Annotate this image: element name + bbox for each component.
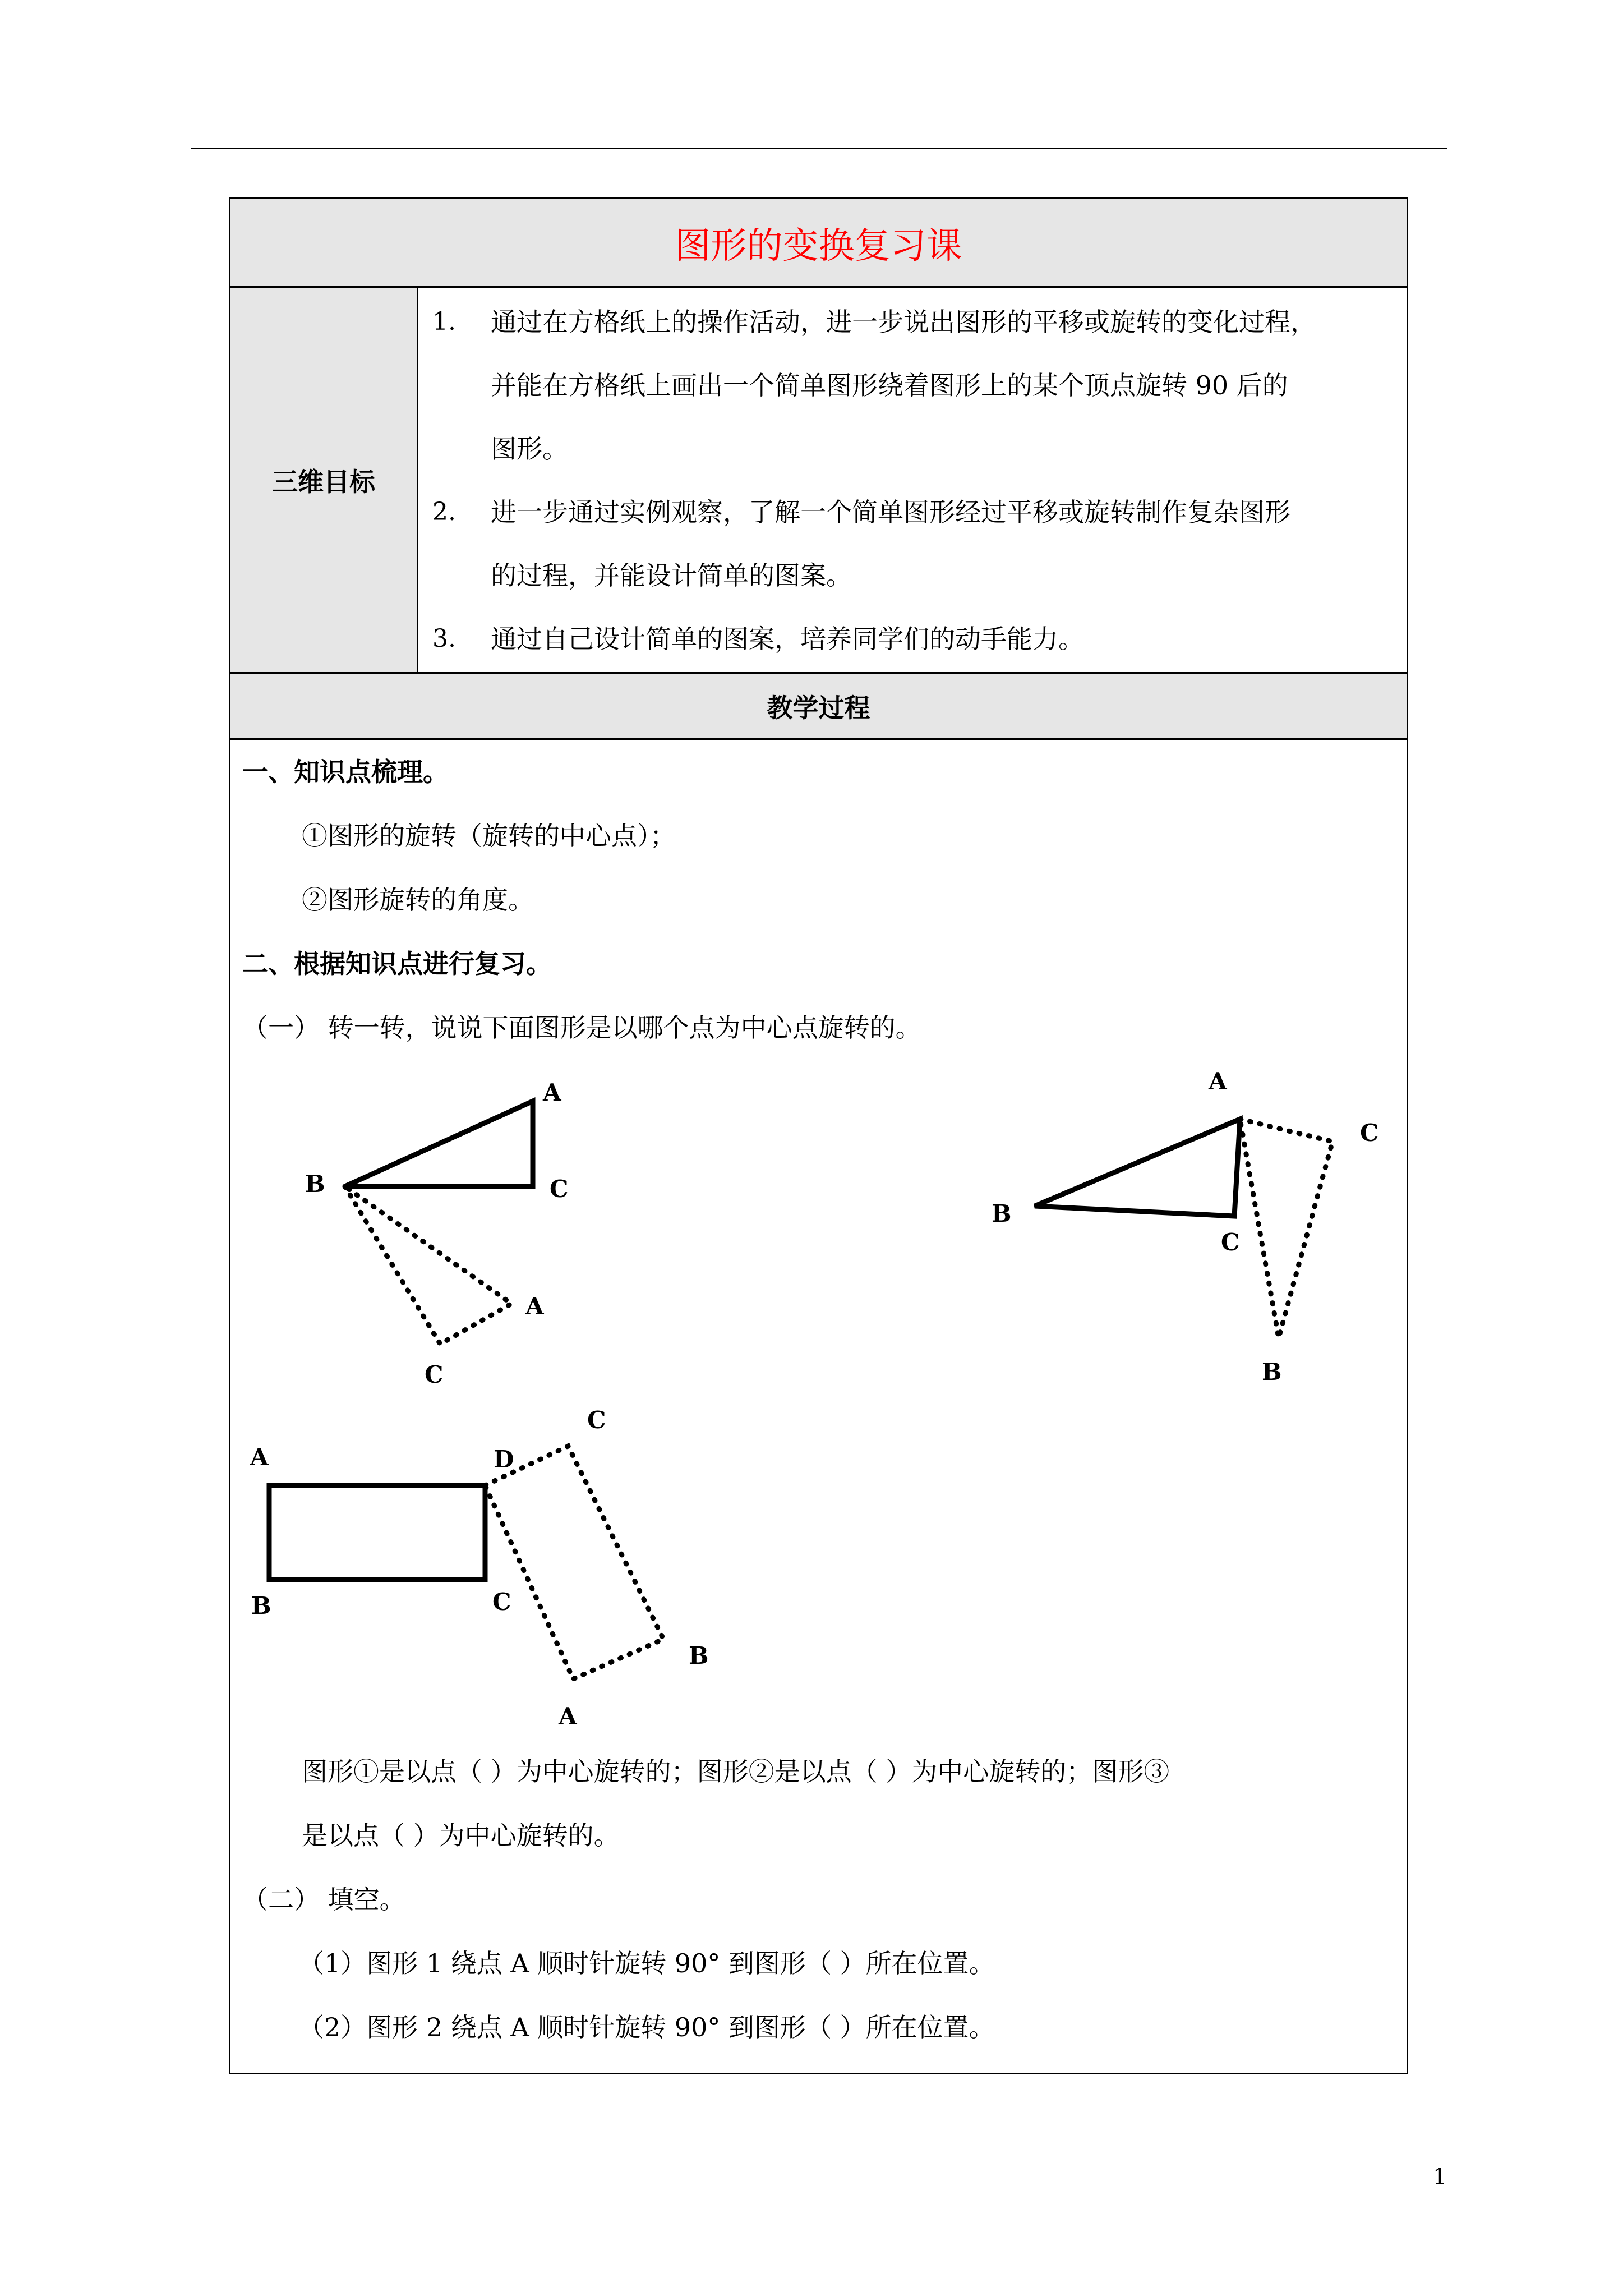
goal-line: 并能在方格纸上画出一个简单图形绕着图形上的某个顶点旋转 90 后的 xyxy=(491,370,1288,401)
fig3-label-A-rotated: A xyxy=(559,1703,577,1730)
section1-heading: 一、知识点梳理。 xyxy=(242,757,449,787)
figure-3 xyxy=(250,1406,709,1730)
fig1-label-A-rotated: A xyxy=(525,1292,544,1320)
goals-label: 三维目标 xyxy=(230,288,418,672)
figure-2 xyxy=(992,1068,1378,1386)
fill-blank-line: 是以点（ ）为中心旋转的。 xyxy=(302,1820,620,1851)
part2-instruction: （二） 填空。 xyxy=(242,1884,405,1915)
goal-line: 通过在方格纸上的操作活动，进一步说出图形的平移或旋转的变化过程， xyxy=(491,307,1316,337)
section2-heading: 二、根据知识点进行复习。 xyxy=(242,949,552,979)
goal-number: 3. xyxy=(432,624,456,653)
fig1-label-A: A xyxy=(543,1079,561,1106)
process-header: 教学过程 xyxy=(230,674,1407,740)
fig3-label-C-rotated: C xyxy=(587,1406,606,1434)
fig2-label-B: B xyxy=(992,1200,1012,1227)
fill-blank-line: 图形①是以点（ ）为中心旋转的；图形②是以点（ ）为中心旋转的；图形③ xyxy=(302,1756,1170,1787)
fig3-label-D: D xyxy=(494,1446,514,1473)
fig2-original-triangle xyxy=(1035,1119,1240,1216)
part1-instruction: （一） 转一转，说说下面图形是以哪个点为中心点旋转的。 xyxy=(242,1013,921,1043)
fig2-label-A: A xyxy=(1209,1068,1227,1095)
goal-number: 2. xyxy=(432,498,456,526)
fig3-rotated-rectangle xyxy=(485,1446,663,1679)
fig2-label-C: C xyxy=(1221,1228,1240,1256)
fig3-label-C: C xyxy=(492,1588,511,1616)
section1-item: ①图形的旋转（旋转的中心点）； xyxy=(302,821,676,851)
fig3-original-rectangle xyxy=(269,1485,485,1580)
goal-line: 的过程，并能设计简单的图案。 xyxy=(491,560,852,591)
question-1: （1）图形 1 绕点 A 顺时针旋转 90° 到图形（ ）所在位置。 xyxy=(298,1948,995,1978)
fig3-label-B: B xyxy=(251,1592,271,1619)
goal-number: 1. xyxy=(432,307,456,336)
goal-line: 通过自己设计简单的图案，培养同学们的动手能力。 xyxy=(491,624,1084,654)
fig3-label-B-rotated: B xyxy=(689,1642,709,1669)
section1-item: ②图形旋转的角度。 xyxy=(302,885,534,915)
page-number: 1 xyxy=(1433,2164,1447,2190)
fig1-label-B: B xyxy=(305,1170,325,1198)
page-title: 图形的变换复习课 xyxy=(675,225,962,267)
figure-1 xyxy=(305,1079,568,1388)
fig2-label-C-rotated: C xyxy=(1360,1119,1379,1147)
fig1-original-triangle xyxy=(345,1101,533,1186)
fig2-label-B-rotated: B xyxy=(1262,1358,1282,1386)
fig1-label-C: C xyxy=(550,1175,569,1203)
goal-line: 图形。 xyxy=(491,434,568,464)
fig3-label-A: A xyxy=(250,1443,269,1471)
question-2: （2）图形 2 绕点 A 顺时针旋转 90° 到图形（ ）所在位置。 xyxy=(298,2012,995,2042)
fig1-label-C-rotated: C xyxy=(425,1361,444,1388)
fig1-rotated-triangle xyxy=(345,1186,511,1344)
goal-line: 进一步通过实例观察，了解一个简单图形经过平移或旋转制作复杂图形 xyxy=(491,497,1290,527)
fig2-rotated-triangle xyxy=(1240,1119,1332,1338)
